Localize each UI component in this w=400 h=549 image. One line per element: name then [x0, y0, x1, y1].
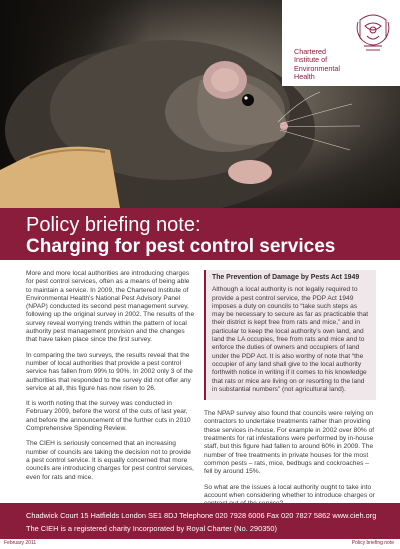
right-column: [204, 270, 376, 515]
legislation-box-text: Although a local authority is not legally required to provide a pest control service, the PDP Act 1949 imposes a duty on councils to “take such steps as may be necessary to secure as far as practicable that their district is kept free from rats and mice,” and in particular to keep the local authority’s own land, and land the LA occupies, free from rats and mice and to enforce the duties of owners and occupiers of land under the PDP Act. It is also worthy of note that “the occupier of any land shall give to the local authority forthwith notice in writing if it comes to his knowledge that rats or mice are living on or resorting to the land in substantial numbers” (not agricultural land).: [212, 286, 369, 393]
legislation-box-title: The Prevention of Damage by Pests Act 1949: [212, 274, 360, 281]
body-paragraph: It is worth noting that the survey was conducted in February 2009, before the worst of the cuts of last year, and before the announcement of the further cuts in 2010 Comprehensive Spending Review.: [26, 400, 191, 433]
footer-address: Chadwick Court 15 Hatfields London SE1 8DJ Telephone 020 7928 6006 Fax 020 7827 5862 www.cieh.org: [26, 511, 377, 520]
left-column: [26, 270, 196, 489]
logo-line: Institute of: [294, 55, 328, 65]
hero-photo-rat: [0, 0, 400, 208]
logo-line: Chartered: [294, 47, 326, 56]
body-paragraph: The NPAP survey also found that councils were relying on contractors to undertake treatments rather than providing these services in-house. For example in 2002 over 80% of treatments for rat infestations were performed by in-house staff, but this figure had fallen to around 60% in 2009. The number of free treatments in private houses for the most common pests – rats, mice, bedbugs and cockroaches – fell by around 15%.: [204, 410, 375, 476]
title-band: [0, 208, 400, 260]
body-paragraph: More and more local authorities are introducing charges for pest control services, often as a means of being able to maintain a service. In 2009, the Chartered Institute of Environmental Health’s National Pest Advisory Panel (NPAP) conducted its second pest management survey, following up the original survey in 2002. The results of the survey reveal worrying trends within the pattern of local authority pest management provision and the changes that have taken place since the first survey.: [26, 270, 195, 344]
body-paragraph: The CIEH is seriously concerned that an increasing number of councils are taking the decision not to provide a pest control service. It is equally concerned that more councils are introducing charges for pest control services, even for rats and mice.: [26, 440, 194, 481]
logo-wordmark: [294, 48, 364, 82]
body-paragraph: In comparing the two surveys, the results reveal that the number of local authorities that provide a pest control service has fallen from 99% to 90%. In 2002 only 3 of the authorities that responded to the survey did not offer any service at all, this figure has now risen to 26.: [26, 351, 193, 392]
page-title: Charging for pest control services: [26, 236, 336, 257]
legislation-box: [204, 270, 376, 400]
footer: [0, 503, 400, 539]
logo-line: Health: [294, 72, 315, 82]
footer-date: February 2011: [4, 540, 37, 546]
footer-charity: The CIEH is a registered charity Incorporated by Royal Charter (No. 290350): [26, 524, 277, 533]
cieh-logo: [282, 0, 400, 86]
logo-line: Environmental: [294, 63, 340, 73]
page-title-prefix: Policy briefing note:: [26, 214, 201, 236]
bottom-strip: [0, 539, 400, 549]
footer-doc-type: Policy briefing note: [351, 540, 394, 546]
body-paragraph: So what are the issues a local authority ought to take into account when considering whether to introduce charges or: [204, 483, 375, 499]
